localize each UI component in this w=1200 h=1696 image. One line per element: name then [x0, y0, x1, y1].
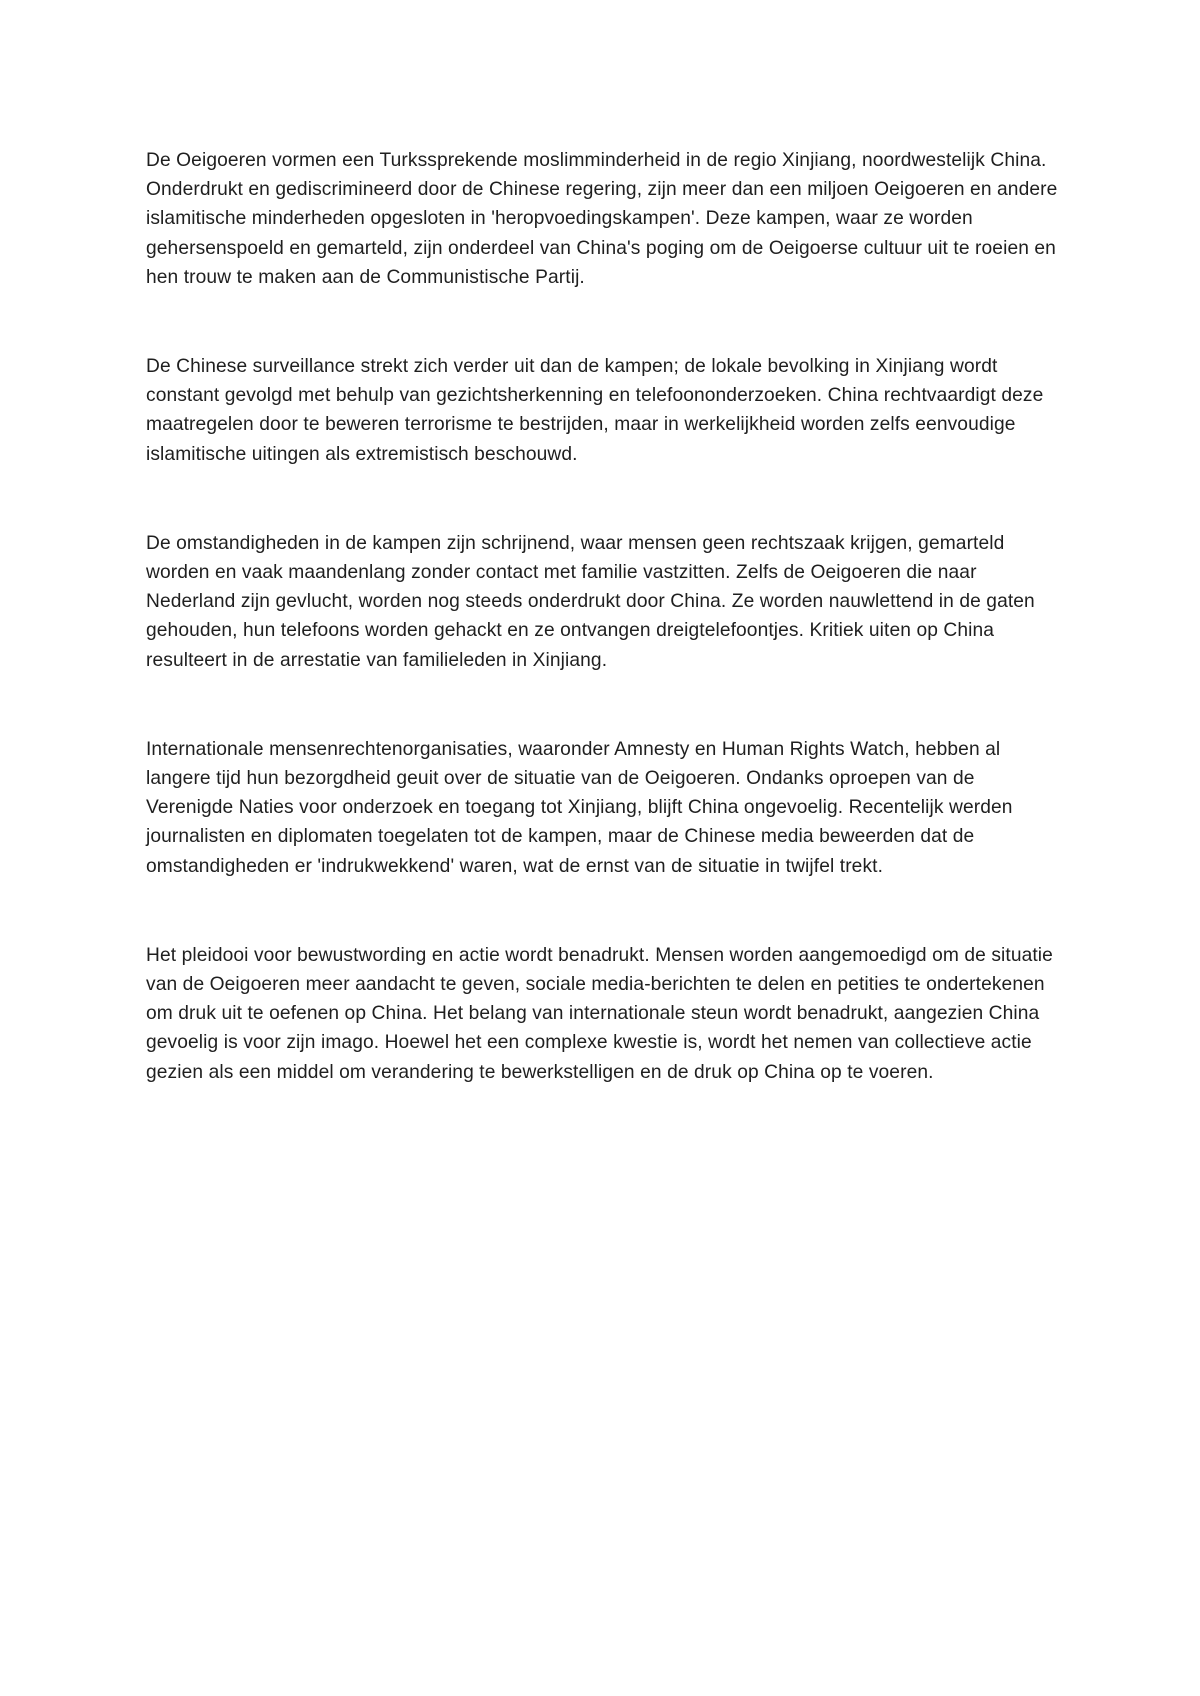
paragraph-2: De Chinese surveillance strekt zich verder uit dan de kampen; de lokale bevolking in Xinjiang wordt constant gevolgd met behulp van gezichtsherkenning en telefoononderzoeken. China rechtvaardigt deze maatregelen door te beweren terrorisme te bestrijden, maar in werkelijkheid worden zelfs eenvoudige islamitische uitingen als extremistisch beschouwd. — [146, 356, 1044, 465]
paragraph-1: De Oeigoeren vormen een Turkssprekende moslimminderheid in de regio Xinjiang, noordwestelijk China. Onderdrukt en gediscrimineerd door de Chinese regering, zijn meer dan een miljoen Oeigoeren en andere islamitische minderheden opgesloten in 'heropvoedingskampen'. Deze kampen, waar ze worden gehersenspoeld en gemarteld, zijn onderdeel van China's poging om de Oeigoerse cultuur uit te roeien en hen trouw te maken aan de Communistische Partij. — [146, 150, 1058, 288]
paragraph-5: Het pleidooi voor bewustwording en actie wordt benadrukt. Mensen worden aangemoedigd om de situatie van de Oeigoeren meer aandacht te geven, sociale media-berichten te delen en petities te ondertekenen om druk uit te oefenen op China. Het belang van internationale steun wordt benadrukt, aangezien China gevoelig is voor zijn imago. Hoewel het een complexe kwestie is, wordt het nemen van collectieve actie gezien als een middel om verandering te bewerkstelligen en de druk op China op te voeren. — [146, 944, 1053, 1083]
document-body — [146, 146, 1066, 1147]
paragraph-3: De omstandigheden in de kampen zijn schrijnend, waar mensen geen rechtszaak krijgen, gemarteld worden en vaak maandenlang zonder contact met familie vastzitten. Zelfs de Oeigoeren die naar Nederland zijn gevlucht, worden nog steeds onderdrukt door China. Ze worden nauwlettend in de gaten gehouden, hun telefoons worden gehackt en ze ontvangen dreigtelefoontjes. Kritiek uiten op China resulteert in de arrestatie van familieleden in Xinjiang. — [146, 532, 1035, 671]
paragraph-4: Internationale mensenrechtenorganisaties, waaronder Amnesty en Human Rights Watch, hebben al langere tijd hun bezorgdheid geuit over de situatie van de Oeigoeren. Ondanks oproepen van de Verenigde Naties voor onderzoek en toegang tot Xinjiang, blijft China ongevoelig. Recentelijk werden journalisten en diplomaten toegelaten tot de kampen, maar de Chinese media beweerden dat de omstandigheden er 'indrukwekkend' waren, wat de ernst van de situatie in twijfel trekt. — [146, 738, 1013, 877]
